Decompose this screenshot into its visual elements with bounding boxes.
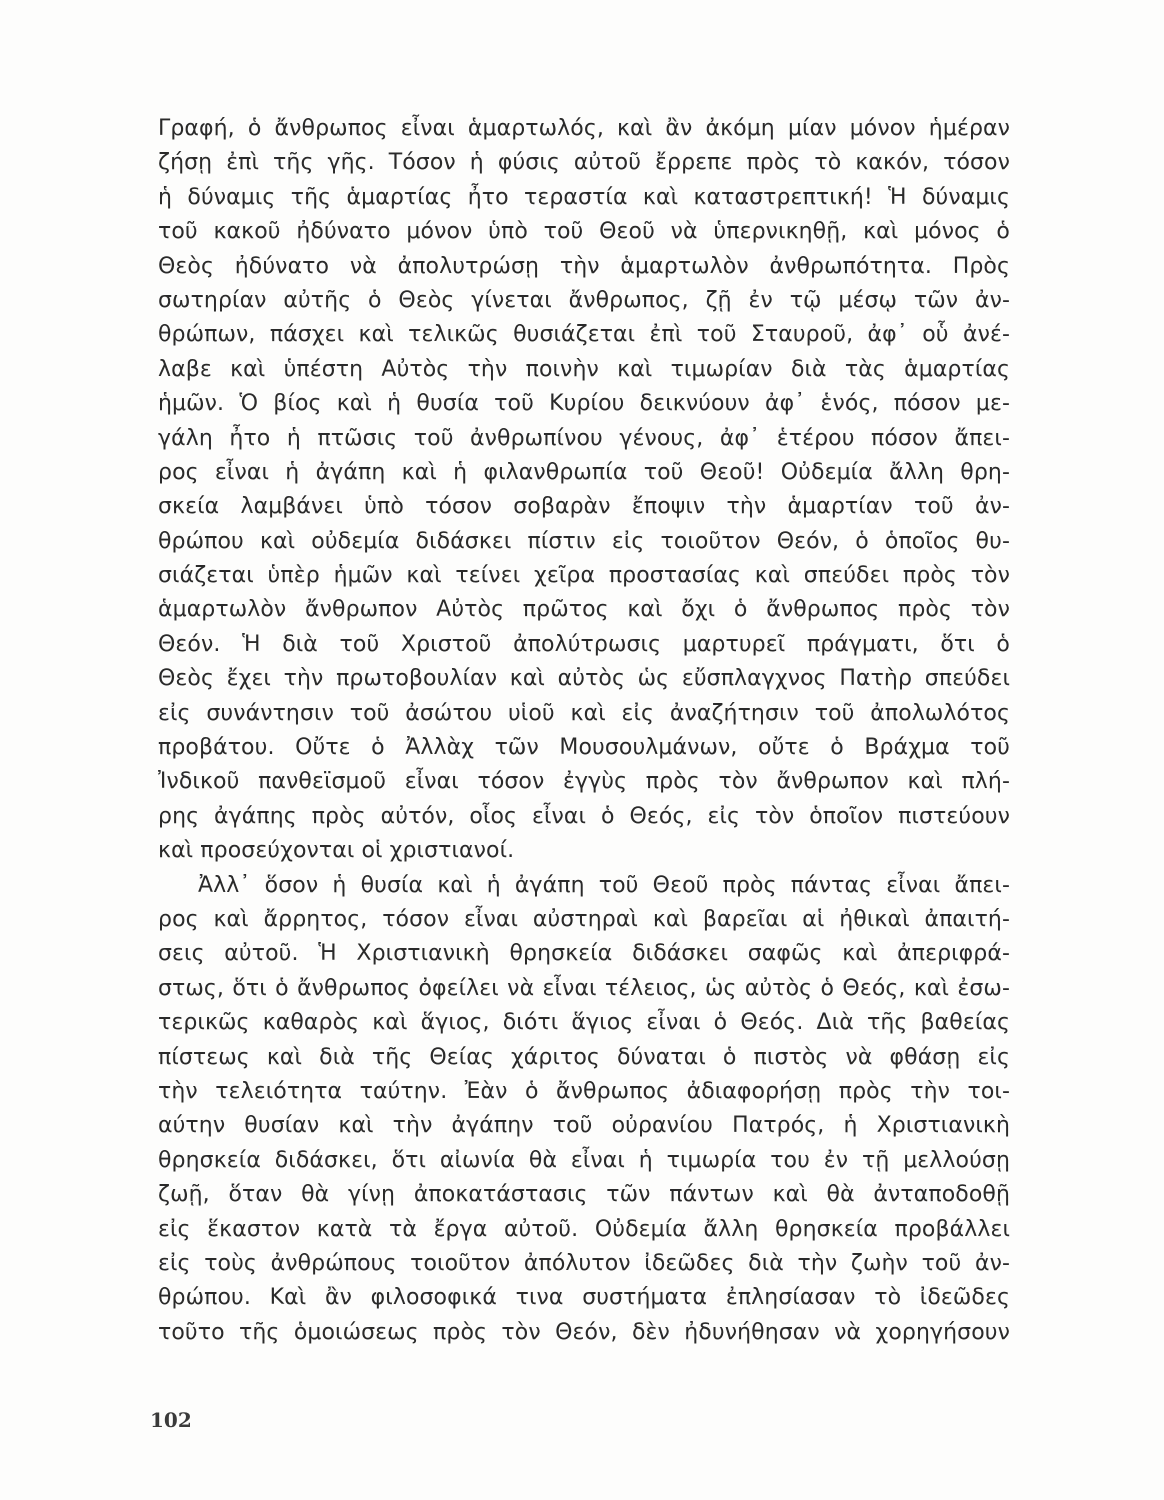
- text-line: πίστεως καὶ διὰ τῆς Θείας χάριτος δύναται ὁ πιστὸς νὰ φθάσῃ εἰς: [158, 1044, 1010, 1070]
- text-line: Θεὸς ἔχει τὴν πρωτοβουλίαν καὶ αὐτὸς ὡς εὔσπλαγχνος Πατὴρ σπεύδει: [158, 666, 1010, 692]
- text-line: τερικῶς καθαρὸς καὶ ἅγιος, διότι ἅγιος εἶναι ὁ Θεός. Διὰ τῆς βαθείας: [158, 1010, 1010, 1036]
- text-line: τὴν τελειότητα ταύτην. Ἐὰν ὁ ἄνθρωπος ἀδιαφορήσῃ πρὸς τὴν τοι-: [158, 1078, 1010, 1104]
- paragraph-start-line: Ἀλλ᾿ ὅσον ἡ θυσία καὶ ἡ ἀγάπη τοῦ Θεοῦ πρὸς πάντας εἶναι ἄπει-: [198, 872, 1010, 898]
- text-line: Γραφή, ὁ ἄνθρωπος εἶναι ἁμαρτωλός, καὶ ἂν ἀκόμη μίαν μόνον ἡμέραν: [158, 116, 1010, 141]
- paragraph-end-line: καὶ προσεύχονται οἱ χριστιανοί.: [158, 838, 515, 864]
- text-line: προβάτου. Οὔτε ὁ Ἀλλὰχ τῶν Μουσουλμάνων, οὔτε ὁ Βράχμα τοῦ: [158, 735, 1010, 761]
- body-text: [158, 112, 1010, 1350]
- text-line: ἡμῶν. Ὁ βίος καὶ ἡ θυσία τοῦ Κυρίου δεικνύουν ἀφ᾿ ἑνός, πόσον με-: [158, 391, 1010, 417]
- text-line: εἰς τοὺς ἀνθρώπους τοιοῦτον ἀπόλυτον ἰδεῶδες διὰ τὴν ζωὴν τοῦ ἀν-: [158, 1250, 1010, 1276]
- text-line: θρώπου καὶ οὐδεμία διδάσκει πίστιν εἰς τοιοῦτον Θεόν, ὁ ὁποῖος θυ-: [158, 528, 1010, 554]
- text-line: λαβε καὶ ὑπέστη Αὐτὸς τὴν ποινὴν καὶ τιμωρίαν διὰ τὰς ἁμαρτίας: [158, 356, 1010, 382]
- text-line: ζήσῃ ἐπὶ τῆς γῆς. Τόσον ἡ φύσις αὐτοῦ ἔρρεπε πρὸς τὸ κακόν, τόσον: [158, 150, 1010, 176]
- text-line: Θεὸς ἠδύνατο νὰ ἀπολυτρώσῃ τὴν ἁμαρτωλὸν ἀνθρωπότητα. Πρὸς: [158, 253, 1010, 279]
- text-line: γάλη ἦτο ἡ πτῶσις τοῦ ἀνθρωπίνου γένους, ἀφ᾿ ἑτέρου πόσον ἄπει-: [158, 425, 1010, 451]
- text-line: σκεία λαμβάνει ὑπὸ τόσον σοβαρὰν ἔποψιν τὴν ἁμαρτίαν τοῦ ἀν-: [158, 494, 1010, 520]
- page-number: 102: [150, 1408, 192, 1432]
- text-line: θρώπων, πάσχει καὶ τελικῶς θυσιάζεται ἐπὶ τοῦ Σταυροῦ, ἀφ᾿ οὗ ἀνέ-: [158, 322, 1010, 348]
- text-line: εἰς συνάντησιν τοῦ ἀσώτου υἱοῦ καὶ εἰς ἀναζήτησιν τοῦ ἀπολωλότος: [158, 700, 1010, 726]
- text-line: εἰς ἕκαστον κατὰ τὰ ἔργα αὐτοῦ. Οὐδεμία ἄλλη θρησκεία προβάλλει: [158, 1216, 1010, 1242]
- text-line: θρώπου. Καὶ ἂν φιλοσοφικά τινα συστήματα ἐπλησίασαν τὸ ἰδεῶδες: [158, 1285, 1010, 1311]
- text-line: σιάζεται ὑπὲρ ἡμῶν καὶ τείνει χεῖρα προστασίας καὶ σπεύδει πρὸς τὸν: [158, 563, 1010, 589]
- text-line: τοῦ κακοῦ ἠδύνατο μόνον ὑπὸ τοῦ Θεοῦ νὰ ὑπερνικηθῇ, καὶ μόνος ὁ: [158, 219, 1010, 245]
- text-line: σεις αὐτοῦ. Ἡ Χριστιανικὴ θρησκεία διδάσκει σαφῶς καὶ ἀπεριφρά-: [158, 941, 1010, 967]
- text-line: αύτην θυσίαν καὶ τὴν ἀγάπην τοῦ οὐρανίου Πατρός, ἡ Χριστιανικὴ: [158, 1113, 1010, 1139]
- text-line: θρησκεία διδάσκει, ὅτι αἰωνία θὰ εἶναι ἡ τιμωρία του ἐν τῇ μελλούσῃ: [158, 1147, 1010, 1173]
- text-line: σωτηρίαν αὐτῆς ὁ Θεὸς γίνεται ἄνθρωπος, ζῇ ἐν τῷ μέσῳ τῶν ἀν-: [158, 287, 1010, 313]
- text-line: τοῦτο τῆς ὁμοιώσεως πρὸς τὸν Θεόν, δὲν ἠδυνήθησαν νὰ χορηγήσουν: [158, 1319, 1010, 1345]
- text-line: Θεόν. Ἡ διὰ τοῦ Χριστοῦ ἀπολύτρωσις μαρτυρεῖ πράγματι, ὅτι ὁ: [158, 631, 1010, 657]
- text-line: ἁμαρτωλὸν ἄνθρωπον Αὐτὸς πρῶτος καὶ ὄχι ὁ ἄνθρωπος πρὸς τὸν: [158, 597, 1010, 623]
- text-line: ρος εἶναι ἡ ἀγάπη καὶ ἡ φιλανθρωπία τοῦ Θεοῦ! Οὐδεμία ἄλλη θρη-: [158, 459, 1010, 485]
- text-line: ρος καὶ ἄρρητος, τόσον εἶναι αὐστηραὶ καὶ βαρεῖαι αἱ ἠθικαὶ ἀπαιτή-: [158, 906, 1010, 932]
- text-line: ζωῇ, ὅταν θὰ γίνῃ ἀποκατάστασις τῶν πάντων καὶ θὰ ἀνταποδοθῇ: [158, 1182, 1010, 1208]
- text-line: ρης ἀγάπης πρὸς αὐτόν, οἷος εἶναι ὁ Θεός, εἰς τὸν ὁποῖον πιστεύουν: [158, 803, 1010, 829]
- text-line: Ἰνδικοῦ πανθεϊσμοῦ εἶναι τόσον ἐγγὺς πρὸς τὸν ἄνθρωπον καὶ πλή-: [158, 769, 1010, 795]
- text-line: στως, ὅτι ὁ ἄνθρωπος ὀφείλει νὰ εἶναι τέλειος, ὡς αὐτὸς ὁ Θεός, καὶ ἐσω-: [158, 975, 1010, 1001]
- text-line: ἡ δύναμις τῆς ἁμαρτίας ἦτο τεραστία καὶ καταστρεπτική! Ἡ δύναμις: [158, 184, 1010, 210]
